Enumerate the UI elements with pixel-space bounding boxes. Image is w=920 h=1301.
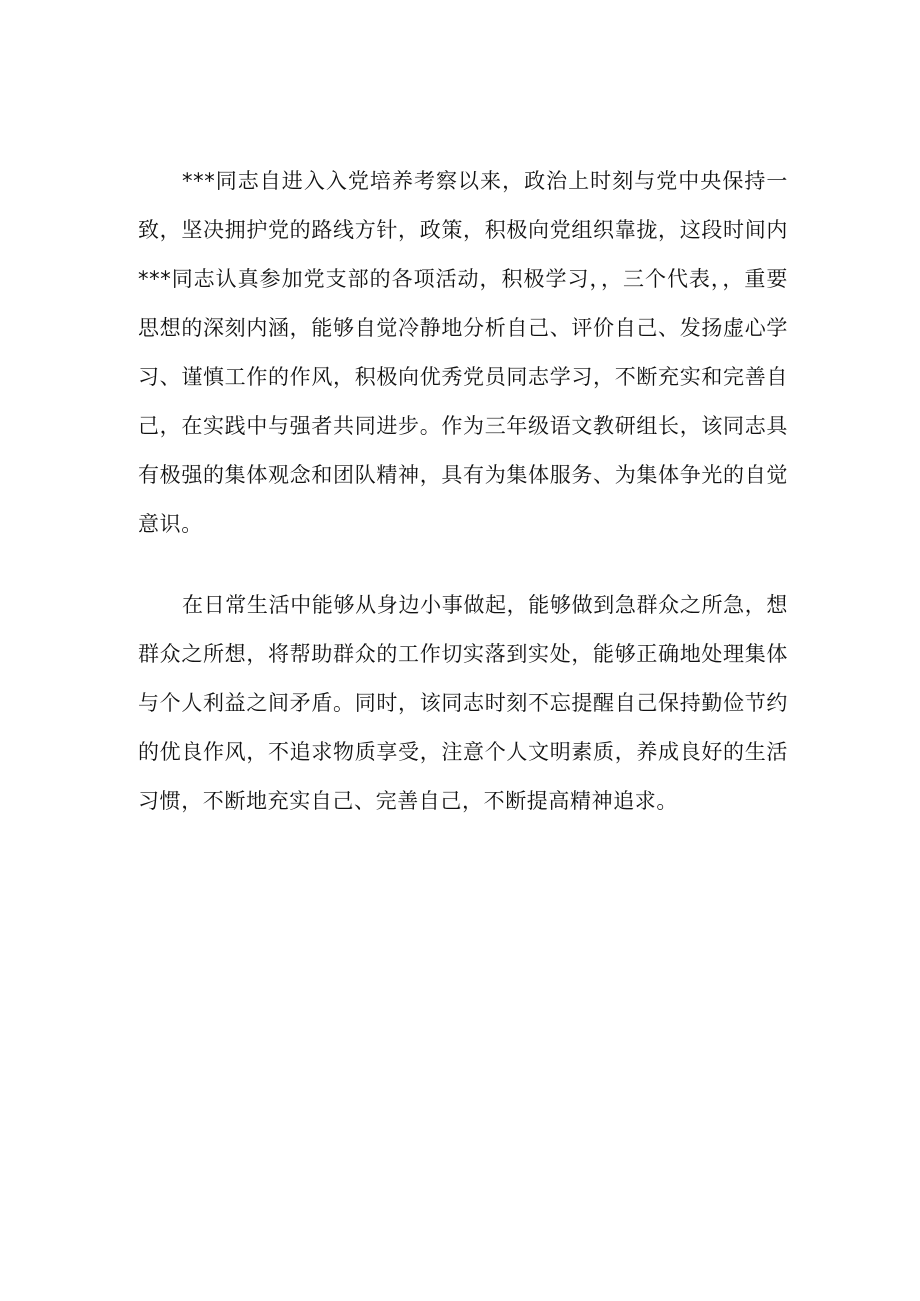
paragraph-2: 在日常生活中能够从身边小事做起，能够做到急群众之所急，想群众之所想，将帮助群众的工作切实落到实处，能够正确地处理集体与个人利益之间矛盾。同时，该同志时刻不忘提醒自己保持勤俭节约的优良作风，不追求物质享受，注意个人文明素质，养成良好的生活习惯，不断地充实自己、完善自己，不断提高精神追求。 (138, 593, 788, 813)
paragraph-1: ***同志自进入入党培养考察以来，政治上时刻与党中央保持一致，坚决拥护党的路线方针，政策，积极向党组织靠拢，这段时间内***同志认真参加党支部的各项活动，积极学习，，三个代表，，重要思想的深刻内涵，能够自觉冷静地分析自己、评价自己、发扬虚心学习、谨慎工作的作风，积极向优秀党员同志学习，不断充实和完善自己，在实践中与强者共同进步。作为三年级语文教研组长，该同志具有极强的集体观念和团队精神，具有为集体服务、为集体争光的自觉意识。 (138, 169, 788, 536)
document-body (138, 157, 788, 826)
